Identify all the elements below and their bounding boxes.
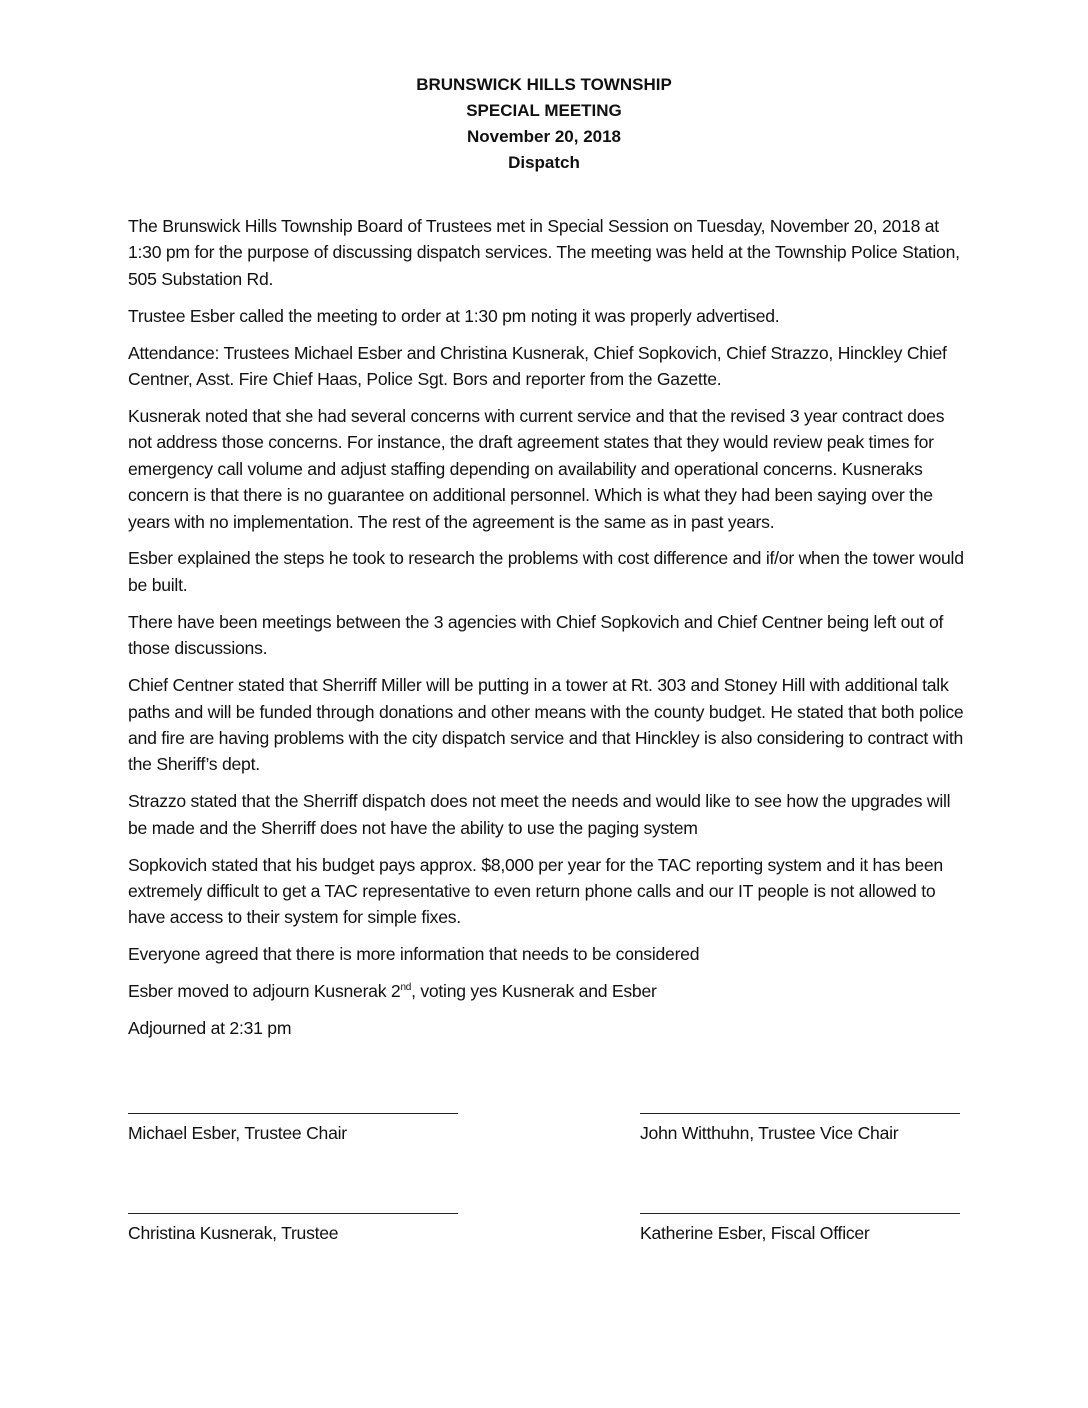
signatory-name: Christina Kusnerak, Trustee bbox=[128, 1223, 339, 1243]
signatory-name: Michael Esber, Trustee Chair bbox=[128, 1123, 347, 1143]
paragraph-adjourned: Adjourned at 2:31 pm bbox=[128, 1018, 292, 1039]
minutes-body bbox=[128, 213, 968, 1052]
meeting-topic: Dispatch bbox=[508, 153, 580, 172]
paragraph-kusnerak-concerns: Kusnerak noted that she had several concerns with current service and that the revised 3 year contract does not address those concerns. For instance, the draft agreement states that they would review peak times for emergency call volume and adjust staffing depending on availability and operational concerns. Kusneraks concern is that there is no guarantee on additional personnel. Which is what they had been saying over the years with no implementation. The rest of the agreement is the same as in past years. bbox=[128, 405, 945, 532]
paragraph-esber-research: Esber explained the steps he took to research the problems with cost difference and if/or when the tower would be built. bbox=[128, 548, 964, 595]
paragraph-agreement: Everyone agreed that there is more information that needs to be considered bbox=[128, 944, 700, 965]
paragraph-strazzo-statement: Strazzo stated that the Sherriff dispatch does not meet the needs and would like to see how the upgrades will be made and the Sherriff does not have the ability to use the paging system bbox=[128, 791, 951, 838]
paragraph-sopkovich-statement: Sopkovich stated that his budget pays approx. $8,000 per year for the TAC reporting system and it has been extremely difficult to get a TAC representative to even return phone calls and our IT people is not allowed to have access to their system for simple fixes. bbox=[128, 854, 943, 928]
township-title: BRUNSWICK HILLS TOWNSHIP bbox=[416, 75, 672, 94]
signatory-name: Katherine Esber, Fiscal Officer bbox=[640, 1223, 870, 1243]
meeting-date: November 20, 2018 bbox=[466, 127, 622, 146]
signature-line bbox=[128, 1213, 458, 1214]
motion-text-before: Esber moved to adjourn Kusnerak 2 bbox=[128, 981, 401, 1002]
motion-text-after: , voting yes Kusnerak and Esber bbox=[411, 981, 657, 1002]
paragraph-motion bbox=[128, 978, 968, 1004]
signature-block-vice-chair bbox=[640, 1113, 960, 1144]
meeting-type: SPECIAL MEETING bbox=[466, 101, 622, 120]
signature-block-trustee bbox=[128, 1213, 458, 1244]
signature-block-fiscal-officer bbox=[640, 1213, 960, 1244]
paragraph-centner-statement: Chief Centner stated that Sherriff Miller will be putting in a tower at Rt. 303 and Stoney Hill with additional talk paths and will be funded through donations and other means with the county budget. He stated that both police and fire are having problems with the city dispatch service and that Hinckley is also considering to contract with the Sheriff’s dept. bbox=[128, 675, 964, 775]
paragraph-session-intro: The Brunswick Hills Township Board of Trustees met in Special Session on Tuesday, November 20, 2018 at 1:30 pm for the purpose of discussing dispatch services. The meeting was held at the Township Police Station, 505 Substation Rd. bbox=[128, 216, 960, 289]
signature-line bbox=[640, 1213, 960, 1214]
paragraph-attendance: Attendance: Trustees Michael Esber and Christina Kusnerak, Chief Sopkovich, Chief Strazzo, Hinckley Chief Centner, Asst. Fire Chief Haas, Police Sgt. Bors and reporter from the Gazette. bbox=[128, 342, 947, 390]
paragraph-call-to-order: Trustee Esber called the meeting to order at 1:30 pm noting it was properly advertised. bbox=[128, 305, 780, 326]
paragraph-agency-meetings: There have been meetings between the 3 agencies with Chief Sopkovich and Chief Centner being left out of those discussions. bbox=[128, 611, 944, 659]
signature-line bbox=[128, 1113, 458, 1114]
signature-block-trustee-chair bbox=[128, 1113, 458, 1144]
motion-superscript: nd bbox=[400, 982, 412, 994]
document-header bbox=[0, 72, 1088, 176]
signatory-name: John Witthuhn, Trustee Vice Chair bbox=[640, 1123, 899, 1143]
signature-line bbox=[640, 1113, 960, 1114]
